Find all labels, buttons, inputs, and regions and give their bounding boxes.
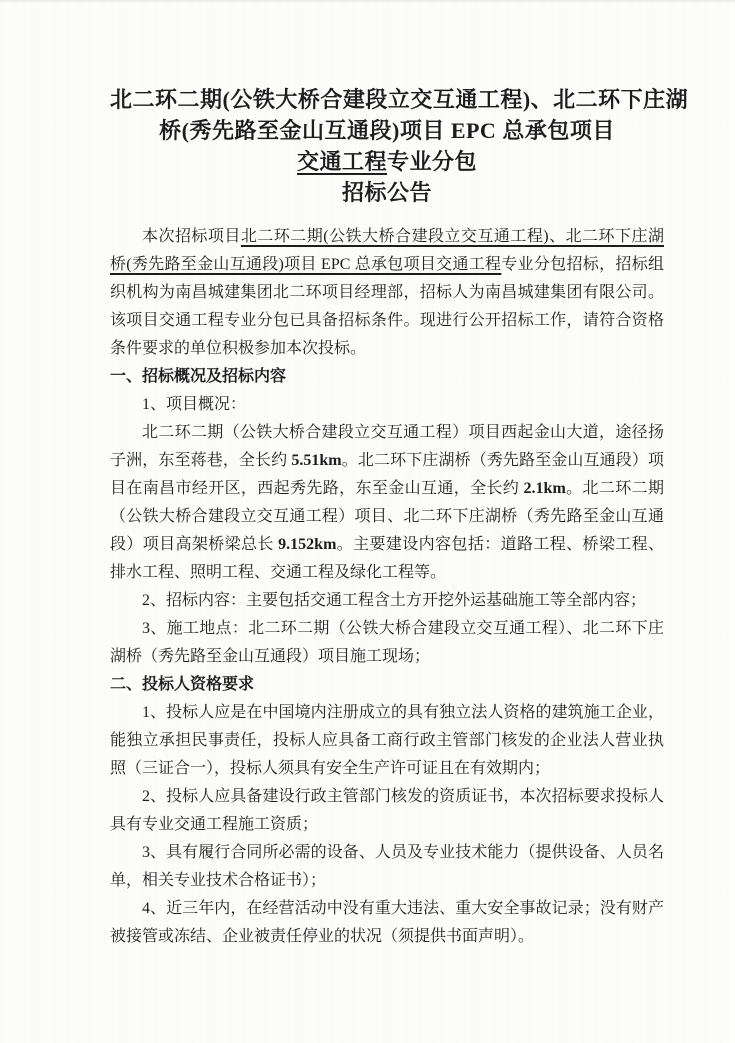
text-run: 。主要建设内容包括：道路工程、桥梁工程、排水工程、照明工程、交通工程及绿化工程等。 xyxy=(110,536,664,581)
bidder-requirement-item: 4、近三年内，在经营活动中没有重大违法、重大安全事故记录；没有财产被接管或冻结、企业被责任停业的状况（须提供书面声明）。 xyxy=(110,900,664,945)
section-1-item-3: 3、施工地点：北二环二期（公铁大桥合建段立交互通工程）、北二环下庄湖桥（秀先路至金山互通段）项目施工现场； xyxy=(110,620,664,665)
text-run: 北二环二期（公铁大桥合建段立交互通工程）项目西起金山大道，途径扬子洲，东至蒋巷，全长约 xyxy=(110,424,664,469)
title-line-1: 北二环二期(公铁大桥合建段立交互通工程)、北二环下庄湖 xyxy=(110,87,689,112)
bidder-requirement-item: 2、投标人应具备建设行政主管部门核发的资质证书，本次招标要求投标人具有专业交通工程施工资质； xyxy=(110,788,664,833)
bidder-requirement-item: 1、投标人应是在中国境内注册成立的具有独立法人资格的建筑施工企业，能独立承担民事责任，投标人应具备工商行政主管部门核发的企业法人营业执照（三证合一），投标人须具有安全生产许可证且在有效期内； xyxy=(110,704,664,777)
document-title xyxy=(110,84,689,208)
intro-paragraph xyxy=(110,223,664,363)
title-line-4: 招标公告 xyxy=(341,180,432,205)
section-1-heading: 一、招标概况及招标内容 xyxy=(110,368,287,385)
scanner-edge-artifact xyxy=(0,0,735,3)
title-underlined-segment: 交通工程 xyxy=(296,149,387,174)
title-line-3 xyxy=(110,146,664,177)
section-1-item-1-label: 1、项目概况： xyxy=(142,396,247,413)
text-run: 。北二环二期（公铁大桥合建段立交互通工程）项目、北二环下庄湖桥（秀先路至金山互通段）项目高架桥梁总长 xyxy=(110,480,664,553)
section-2-heading: 二、投标人资格要求 xyxy=(110,676,255,693)
project-overview-paragraph xyxy=(110,419,664,587)
text-run: 9.152km xyxy=(278,536,337,553)
bidder-requirement-item: 3、具有履行合同所必需的设备、人员及专业技术能力（提供设备、人员名单，相关专业技术合格证书）； xyxy=(110,844,664,889)
section-1-item-2: 2、招标内容：主要包括交通工程含土方开挖外运基础施工等全部内容； xyxy=(142,592,647,609)
text-run: 。北二环下庄湖桥（秀先路至金山互通段）项目在南昌市经开区，西起秀先路，东至金山互通，全长约 xyxy=(110,452,664,497)
title-line-2: 桥(秀先路至金山互通段)项目 EPC 总承包项目 xyxy=(159,118,615,143)
text-run: 专业分包招标，招标组织机构为南昌城建集团北二环项目经理部，招标人为南昌城建集团有限公司。该项目交通工程专业分包已具备招标条件。现进行公开招标工作，请符合资格条件要求的单位积极参加本次投标。 xyxy=(110,256,664,357)
text-run: 5.51km xyxy=(291,452,342,469)
tender-announcement-document xyxy=(110,84,689,951)
text-run: 北二环二期(公铁大桥合建段立交互通工程)、北二环下庄湖桥(秀先路至金山互通段)项目 EPC 总承包项目交通工程 xyxy=(110,228,664,273)
document-body xyxy=(110,223,664,951)
text-run: 2.1km xyxy=(523,480,566,497)
title-line-3-rest: 专业分包 xyxy=(387,149,478,174)
text-run: 本次招标项目 xyxy=(142,228,241,245)
